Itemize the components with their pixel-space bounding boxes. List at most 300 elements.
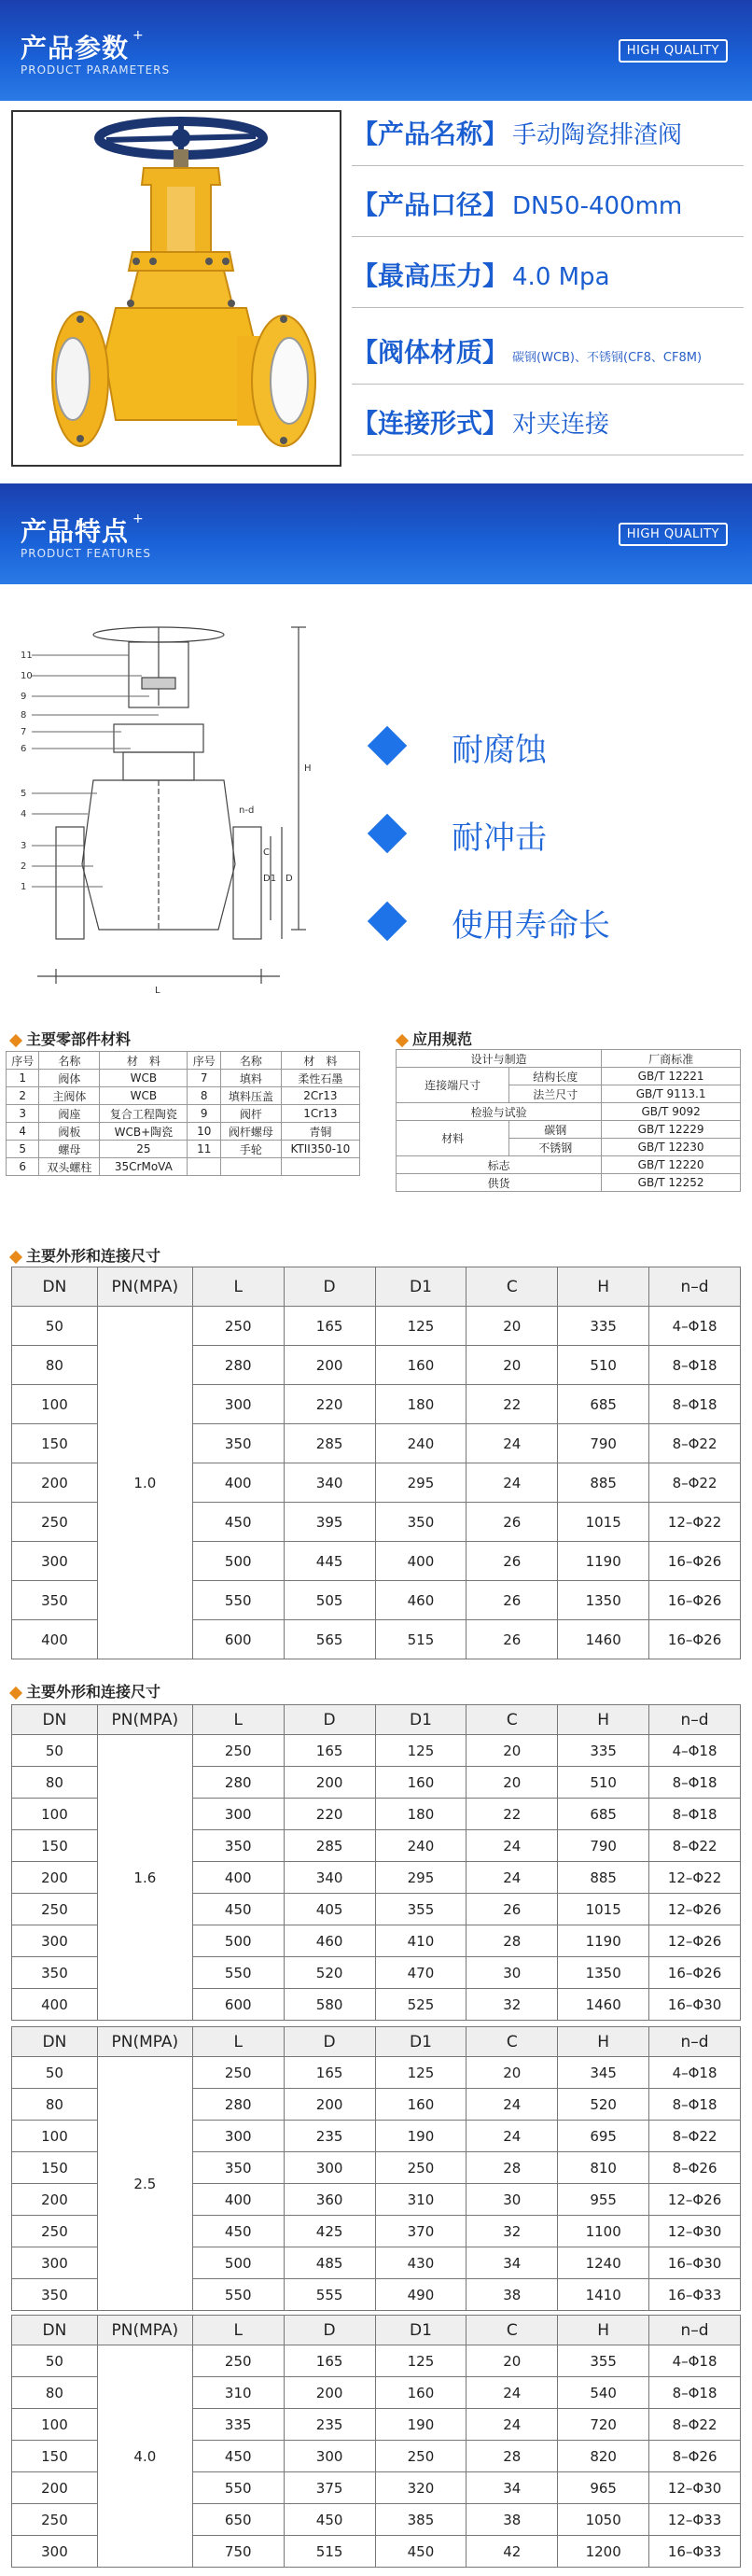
diagram-label-10: 10 bbox=[21, 671, 33, 681]
column-header: C bbox=[467, 1267, 558, 1307]
table-cell: 1240 bbox=[558, 2247, 649, 2279]
table-row: 4 阀板 WCB+陶瓷 10 阀杆螺母 青铜 bbox=[7, 1123, 360, 1141]
table-cell: 790 bbox=[558, 1424, 649, 1463]
table-cell: 515 bbox=[375, 1620, 467, 1659]
diagram-label-c: C bbox=[263, 847, 270, 858]
table-cell: 300 bbox=[192, 1799, 284, 1830]
column-header: H bbox=[558, 1267, 649, 1307]
column-header: n–d bbox=[649, 2316, 741, 2345]
column-header: D1 bbox=[375, 1267, 467, 1307]
column-header: H bbox=[558, 1705, 649, 1735]
pressure-cell: 4.0 bbox=[97, 2345, 192, 2568]
diagram-label-nd: n-d bbox=[239, 805, 255, 816]
table-cell: 450 bbox=[192, 1503, 284, 1542]
table-cell: 34 bbox=[467, 2472, 558, 2504]
valve-photo bbox=[11, 110, 341, 467]
table-cell: 885 bbox=[558, 1463, 649, 1503]
table-cell: 100 bbox=[12, 2121, 98, 2152]
diamond-icon bbox=[368, 902, 407, 941]
column-header: DN bbox=[12, 1705, 98, 1735]
table-cell: 38 bbox=[467, 2279, 558, 2311]
table-cell: 540 bbox=[558, 2377, 649, 2409]
parts-title: 主要零部件材料 bbox=[11, 1028, 131, 1049]
diamond-icon bbox=[368, 814, 407, 853]
table-cell: 310 bbox=[192, 2377, 284, 2409]
table-cell: 280 bbox=[192, 1767, 284, 1799]
table-cell: 300 bbox=[284, 2441, 375, 2472]
table-cell: 20 bbox=[467, 1735, 558, 1767]
table-cell: 485 bbox=[284, 2247, 375, 2279]
table-cell: 16–Φ30 bbox=[649, 2247, 741, 2279]
table-cell: 300 bbox=[12, 2536, 98, 2568]
table-cell: 22 bbox=[467, 1385, 558, 1424]
table-cell: 500 bbox=[192, 2247, 284, 2279]
table-cell: 405 bbox=[284, 1894, 375, 1925]
table-cell: 790 bbox=[558, 1830, 649, 1862]
column-header: DN bbox=[12, 2316, 98, 2345]
table-cell: 26 bbox=[467, 1503, 558, 1542]
table-cell: 165 bbox=[284, 1307, 375, 1346]
table-cell: 80 bbox=[12, 1346, 98, 1385]
table-cell: 340 bbox=[284, 1463, 375, 1503]
table-cell: 520 bbox=[284, 1957, 375, 1989]
table-cell: 160 bbox=[375, 2089, 467, 2121]
table-cell: 400 bbox=[192, 1862, 284, 1894]
table-cell: 250 bbox=[192, 1735, 284, 1767]
diagram-label-2: 2 bbox=[21, 861, 27, 872]
table-cell: 125 bbox=[375, 2057, 467, 2089]
table-cell: 165 bbox=[284, 2345, 375, 2377]
table-cell: 550 bbox=[192, 1957, 284, 1989]
table-cell: 810 bbox=[558, 2152, 649, 2184]
table-cell: 520 bbox=[558, 2089, 649, 2121]
table-cell: 165 bbox=[284, 2057, 375, 2089]
quality-badge: HIGH QUALITY bbox=[619, 523, 728, 546]
table-cell: 125 bbox=[375, 1735, 467, 1767]
table-cell: 100 bbox=[12, 1385, 98, 1424]
table-row: 标志 GB/T 12220 bbox=[397, 1156, 741, 1174]
table-cell: 8–Φ22 bbox=[649, 2409, 741, 2441]
table-cell: 300 bbox=[192, 2121, 284, 2152]
table-cell: 8–Φ18 bbox=[649, 2089, 741, 2121]
table-cell: 600 bbox=[192, 1989, 284, 2021]
table-cell: 12–Φ26 bbox=[649, 1925, 741, 1957]
table-cell: 16–Φ26 bbox=[649, 1542, 741, 1581]
table-cell: 410 bbox=[375, 1925, 467, 1957]
table-cell: 38 bbox=[467, 2504, 558, 2536]
table-cell: 350 bbox=[12, 2279, 98, 2311]
table-cell: 460 bbox=[284, 1925, 375, 1957]
table-cell: 550 bbox=[192, 1581, 284, 1620]
table-cell: 20 bbox=[467, 1767, 558, 1799]
table-cell: 8–Φ22 bbox=[649, 1830, 741, 1862]
spec-body-material: 【阀体材质】 碳钢(WCB)、不锈钢(CF8、CF8M) bbox=[352, 332, 744, 385]
table-row: 5 螺母 25 11 手轮 KTII350-10 bbox=[7, 1141, 360, 1158]
table-cell: 8–Φ22 bbox=[649, 1463, 741, 1503]
table-cell: 8–Φ18 bbox=[649, 1346, 741, 1385]
table-cell: 580 bbox=[284, 1989, 375, 2021]
column-header: DN bbox=[12, 2027, 98, 2057]
table-cell: 280 bbox=[192, 2089, 284, 2121]
dimensions-title-1: 主要外形和连接尺寸 bbox=[11, 1244, 160, 1266]
table-cell: 24 bbox=[467, 2377, 558, 2409]
table-cell: 335 bbox=[558, 1735, 649, 1767]
table-cell: 20 bbox=[467, 1346, 558, 1385]
table-cell: 460 bbox=[375, 1581, 467, 1620]
diagram-label-h: H bbox=[304, 763, 312, 774]
table-cell: 12–Φ22 bbox=[649, 1503, 741, 1542]
table-cell: 450 bbox=[284, 2504, 375, 2536]
table-cell: 8–Φ18 bbox=[649, 2377, 741, 2409]
column-header: C bbox=[467, 2027, 558, 2057]
table-cell: 16–Φ26 bbox=[649, 1581, 741, 1620]
table-cell: 200 bbox=[284, 1346, 375, 1385]
table-cell: 510 bbox=[558, 1767, 649, 1799]
dimensions-title-2: 主要外形和连接尺寸 bbox=[11, 1680, 160, 1701]
table-cell: 510 bbox=[558, 1346, 649, 1385]
table-cell: 430 bbox=[375, 2247, 467, 2279]
column-header: C bbox=[467, 2316, 558, 2345]
column-header: D1 bbox=[375, 2027, 467, 2057]
table-cell: 450 bbox=[192, 1894, 284, 1925]
table-cell: 80 bbox=[12, 1767, 98, 1799]
diamond-icon bbox=[368, 726, 407, 765]
table-header-row bbox=[12, 2027, 741, 2057]
table-cell: 450 bbox=[192, 2441, 284, 2472]
diamond-icon bbox=[9, 1033, 22, 1046]
table-cell: 20 bbox=[467, 2057, 558, 2089]
table-row: 材料 碳钢 GB/T 12229 bbox=[397, 1121, 741, 1139]
table-cell: 295 bbox=[375, 1862, 467, 1894]
table-cell: 695 bbox=[558, 2121, 649, 2152]
parts-table: 序号 名称 材 料 序号 名称 材 料 1 阀体 WCB 7 填料 柔性石墨 2 主阀体 WCB 8 填料压盖 2Cr13 3 阀座 复合工程陶瓷 9 阀杆 1Cr13 4 阀板 WCB+陶瓷 10 阀杆螺母 青铜 5 螺母 25 11 手轮 KTII350-10 6 双头螺柱 35CrMoVA bbox=[6, 1051, 360, 1176]
table-cell: 350 bbox=[375, 1503, 467, 1542]
table-cell: 395 bbox=[284, 1503, 375, 1542]
table-cell: 1410 bbox=[558, 2279, 649, 2311]
table-header-row bbox=[12, 1267, 741, 1307]
table-cell: 32 bbox=[467, 2216, 558, 2247]
table-cell: 180 bbox=[375, 1799, 467, 1830]
table-cell: 685 bbox=[558, 1385, 649, 1424]
table-cell: 28 bbox=[467, 2152, 558, 2184]
table-cell: 350 bbox=[192, 2152, 284, 2184]
table-cell: 4–Φ18 bbox=[649, 2345, 741, 2377]
features-title: 产品特点 + bbox=[21, 511, 145, 547]
dimensions-table-pn40 bbox=[11, 2315, 741, 2568]
column-header: PN(MPA) bbox=[97, 1705, 192, 1735]
table-cell: 28 bbox=[467, 1925, 558, 1957]
table-cell: 8–Φ26 bbox=[649, 2441, 741, 2472]
table-row bbox=[12, 2057, 741, 2089]
table-cell: 750 bbox=[192, 2536, 284, 2568]
table-row bbox=[12, 1735, 741, 1767]
table-cell: 425 bbox=[284, 2216, 375, 2247]
table-cell: 240 bbox=[375, 1830, 467, 1862]
table-cell: 470 bbox=[375, 1957, 467, 1989]
table-cell: 250 bbox=[12, 2216, 98, 2247]
table-cell: 295 bbox=[375, 1463, 467, 1503]
table-cell: 450 bbox=[375, 2536, 467, 2568]
table-row: 供货 GB/T 12252 bbox=[397, 1174, 741, 1192]
table-cell: 24 bbox=[467, 1830, 558, 1862]
column-header: n–d bbox=[649, 1267, 741, 1307]
table-cell: 400 bbox=[12, 1989, 98, 2021]
table-header-row bbox=[12, 1705, 741, 1735]
table-row: 检验与试验 GB/T 9092 bbox=[397, 1103, 741, 1121]
table-cell: 16–Φ30 bbox=[649, 1989, 741, 2021]
diagram-label-7: 7 bbox=[21, 727, 27, 737]
table-cell: 525 bbox=[375, 1989, 467, 2021]
table-cell: 30 bbox=[467, 2184, 558, 2216]
table-cell: 955 bbox=[558, 2184, 649, 2216]
table-cell: 42 bbox=[467, 2536, 558, 2568]
features-section: 11 10 9 8 7 6 5 4 3 2 1 H n-d D1 D C L 耐腐蚀 耐冲击 使用寿命长 bbox=[0, 584, 752, 1068]
table-cell: 16–Φ33 bbox=[649, 2536, 741, 2568]
pressure-cell: 1.0 bbox=[97, 1307, 192, 1659]
diagram-label-5: 5 bbox=[21, 789, 27, 799]
table-cell: 250 bbox=[12, 2504, 98, 2536]
diagram-label-11: 11 bbox=[21, 651, 33, 661]
table-cell: 650 bbox=[192, 2504, 284, 2536]
column-header: D1 bbox=[375, 1705, 467, 1735]
table-cell: 250 bbox=[192, 1307, 284, 1346]
table-cell: 24 bbox=[467, 1424, 558, 1463]
table-cell: 32 bbox=[467, 1989, 558, 2021]
table-cell: 12–Φ22 bbox=[649, 1862, 741, 1894]
table-cell: 1190 bbox=[558, 1925, 649, 1957]
table-cell: 350 bbox=[12, 1957, 98, 1989]
table-cell: 16–Φ26 bbox=[649, 1957, 741, 1989]
table-cell: 1200 bbox=[558, 2536, 649, 2568]
column-header: D bbox=[284, 2316, 375, 2345]
table-cell: 360 bbox=[284, 2184, 375, 2216]
table-cell: 150 bbox=[12, 1830, 98, 1862]
table-cell: 16–Φ33 bbox=[649, 2279, 741, 2311]
table-cell: 165 bbox=[284, 1735, 375, 1767]
table-cell: 12–Φ30 bbox=[649, 2472, 741, 2504]
table-cell: 320 bbox=[375, 2472, 467, 2504]
standards-title: 应用规范 bbox=[397, 1028, 472, 1049]
table-cell: 4–Φ18 bbox=[649, 2057, 741, 2089]
table-cell: 24 bbox=[467, 2089, 558, 2121]
column-header: D bbox=[284, 1267, 375, 1307]
table-cell: 685 bbox=[558, 1799, 649, 1830]
table-cell: 1050 bbox=[558, 2504, 649, 2536]
column-header: C bbox=[467, 1705, 558, 1735]
table-cell: 200 bbox=[12, 2184, 98, 2216]
pressure-cell: 2.5 bbox=[97, 2057, 192, 2311]
table-cell: 400 bbox=[192, 2184, 284, 2216]
table-cell: 335 bbox=[192, 2409, 284, 2441]
table-cell: 200 bbox=[284, 1767, 375, 1799]
table-row: 法兰尺寸 GB/T 9113.1 bbox=[397, 1085, 741, 1103]
table-cell: 285 bbox=[284, 1830, 375, 1862]
table-cell: 350 bbox=[12, 1581, 98, 1620]
table-cell: 24 bbox=[467, 1862, 558, 1894]
table-cell: 200 bbox=[284, 2377, 375, 2409]
table-cell: 235 bbox=[284, 2409, 375, 2441]
table-cell: 550 bbox=[192, 2279, 284, 2311]
table-cell: 50 bbox=[12, 1735, 98, 1767]
table-cell: 22 bbox=[467, 1799, 558, 1830]
table-cell: 8–Φ22 bbox=[649, 2121, 741, 2152]
dimensions-table-pn16 bbox=[11, 1704, 741, 2021]
dimensions-table-pn10 bbox=[11, 1267, 741, 1659]
column-header: n–d bbox=[649, 2027, 741, 2057]
table-cell: 720 bbox=[558, 2409, 649, 2441]
table-cell: 8–Φ26 bbox=[649, 2152, 741, 2184]
table-cell: 125 bbox=[375, 2345, 467, 2377]
diagram-label-1: 1 bbox=[21, 882, 27, 892]
table-cell: 280 bbox=[192, 1346, 284, 1385]
table-cell: 235 bbox=[284, 2121, 375, 2152]
diagram-label-l: L bbox=[155, 986, 160, 996]
column-header: L bbox=[192, 1267, 284, 1307]
table-row bbox=[12, 2345, 741, 2377]
table-cell: 100 bbox=[12, 1799, 98, 1830]
table-cell: 515 bbox=[284, 2536, 375, 2568]
table-cell: 335 bbox=[558, 1307, 649, 1346]
table-cell: 555 bbox=[284, 2279, 375, 2311]
table-cell: 1190 bbox=[558, 1542, 649, 1581]
column-header: L bbox=[192, 2027, 284, 2057]
table-cell: 200 bbox=[284, 2089, 375, 2121]
table-cell: 965 bbox=[558, 2472, 649, 2504]
table-cell: 375 bbox=[284, 2472, 375, 2504]
table-cell: 160 bbox=[375, 2377, 467, 2409]
table-cell: 250 bbox=[12, 1894, 98, 1925]
table-cell: 250 bbox=[375, 2441, 467, 2472]
table-cell: 30 bbox=[467, 1957, 558, 1989]
column-header: L bbox=[192, 2316, 284, 2345]
table-cell: 1100 bbox=[558, 2216, 649, 2247]
table-cell: 400 bbox=[12, 1620, 98, 1659]
column-header: PN(MPA) bbox=[97, 1267, 192, 1307]
table-cell: 24 bbox=[467, 2409, 558, 2441]
table-row: 连接端尺寸 结构长度 GB/T 12221 bbox=[397, 1068, 741, 1085]
column-header: L bbox=[192, 1705, 284, 1735]
diamond-icon bbox=[396, 1033, 409, 1046]
table-cell: 565 bbox=[284, 1620, 375, 1659]
table-cell: 150 bbox=[12, 2441, 98, 2472]
table-cell: 550 bbox=[192, 2472, 284, 2504]
table-cell: 285 bbox=[284, 1424, 375, 1463]
diagram-label-8: 8 bbox=[21, 710, 27, 721]
table-cell: 350 bbox=[192, 1424, 284, 1463]
table-cell: 20 bbox=[467, 1307, 558, 1346]
column-header: H bbox=[558, 2316, 649, 2345]
column-header: D1 bbox=[375, 2316, 467, 2345]
diagram-label-4: 4 bbox=[21, 809, 27, 819]
table-cell: 20 bbox=[467, 2345, 558, 2377]
table-cell: 240 bbox=[375, 1424, 467, 1463]
table-cell: 150 bbox=[12, 1424, 98, 1463]
table-cell: 180 bbox=[375, 1385, 467, 1424]
table-cell: 400 bbox=[375, 1542, 467, 1581]
valve-cross-section-diagram bbox=[19, 622, 355, 1014]
table-cell: 26 bbox=[467, 1542, 558, 1581]
column-header: D bbox=[284, 1705, 375, 1735]
params-banner bbox=[0, 0, 752, 101]
table-cell: 4–Φ18 bbox=[649, 1735, 741, 1767]
table-cell: 160 bbox=[375, 1346, 467, 1385]
column-header: n–d bbox=[649, 1705, 741, 1735]
spec-connection: 【连接形式】 对夹连接 bbox=[352, 403, 744, 455]
table-row: 3 阀座 复合工程陶瓷 9 阀杆 1Cr13 bbox=[7, 1105, 360, 1123]
column-header: H bbox=[558, 2027, 649, 2057]
table-cell: 26 bbox=[467, 1581, 558, 1620]
table-cell: 220 bbox=[284, 1385, 375, 1424]
table-cell: 340 bbox=[284, 1862, 375, 1894]
table-cell: 490 bbox=[375, 2279, 467, 2311]
table-row: 6 双头螺柱 35CrMoVA bbox=[7, 1158, 360, 1176]
dimensions-table-pn25 bbox=[11, 2026, 741, 2311]
table-cell: 500 bbox=[192, 1925, 284, 1957]
table-cell: 16–Φ26 bbox=[649, 1620, 741, 1659]
table-cell: 385 bbox=[375, 2504, 467, 2536]
features-subtitle: PRODUCT FEATURES bbox=[21, 547, 151, 560]
table-cell: 50 bbox=[12, 2057, 98, 2089]
table-cell: 1460 bbox=[558, 1989, 649, 2021]
table-cell: 12–Φ26 bbox=[649, 2184, 741, 2216]
table-cell: 26 bbox=[467, 1620, 558, 1659]
table-cell: 80 bbox=[12, 2089, 98, 2121]
table-cell: 505 bbox=[284, 1581, 375, 1620]
features-banner bbox=[0, 483, 752, 584]
table-cell: 600 bbox=[192, 1620, 284, 1659]
table-cell: 12–Φ26 bbox=[649, 1894, 741, 1925]
table-cell: 12–Φ30 bbox=[649, 2216, 741, 2247]
table-cell: 500 bbox=[192, 1542, 284, 1581]
table-cell: 355 bbox=[558, 2345, 649, 2377]
column-header: DN bbox=[12, 1267, 98, 1307]
column-header: D bbox=[284, 2027, 375, 2057]
table-cell: 300 bbox=[284, 2152, 375, 2184]
table-cell: 250 bbox=[192, 2345, 284, 2377]
table-cell: 300 bbox=[12, 2247, 98, 2279]
table-cell: 8–Φ22 bbox=[649, 1424, 741, 1463]
table-cell: 8–Φ18 bbox=[649, 1767, 741, 1799]
table-cell: 24 bbox=[467, 1463, 558, 1503]
table-cell: 1460 bbox=[558, 1620, 649, 1659]
product-params-section bbox=[0, 101, 752, 483]
table-cell: 4–Φ18 bbox=[649, 1307, 741, 1346]
column-header: PN(MPA) bbox=[97, 2027, 192, 2057]
table-cell: 1015 bbox=[558, 1894, 649, 1925]
table-cell: 345 bbox=[558, 2057, 649, 2089]
table-cell: 200 bbox=[12, 1463, 98, 1503]
table-cell: 350 bbox=[192, 1830, 284, 1862]
table-cell: 885 bbox=[558, 1862, 649, 1894]
table-cell: 300 bbox=[12, 1925, 98, 1957]
quality-badge: HIGH QUALITY bbox=[619, 39, 728, 63]
diamond-icon bbox=[9, 1250, 22, 1263]
standards-table: 设计与制造 厂商标准 连接端尺寸 结构长度 GB/T 12221 法兰尺寸 GB/T 9113.1 检验与试验 GB/T 9092 材料 碳钢 GB/T 12229 不锈钢 GB/T 12230 标志 GB/T 12220 供货 GB/T 12252 bbox=[396, 1049, 741, 1192]
table-row: 1 阀体 WCB 7 填料 柔性石墨 bbox=[7, 1070, 360, 1087]
table-cell: 355 bbox=[375, 1894, 467, 1925]
table-cell: 8–Φ18 bbox=[649, 1799, 741, 1830]
column-header: PN(MPA) bbox=[97, 2316, 192, 2345]
table-cell: 50 bbox=[12, 1307, 98, 1346]
table-header-row bbox=[12, 2316, 741, 2345]
table-cell: 12–Φ33 bbox=[649, 2504, 741, 2536]
table-cell: 250 bbox=[12, 1503, 98, 1542]
spec-max-pressure: 【最高压力】 4.0 Mpa bbox=[352, 256, 744, 308]
table-cell: 190 bbox=[375, 2409, 467, 2441]
diagram-label-3: 3 bbox=[21, 841, 27, 851]
table-cell: 150 bbox=[12, 2152, 98, 2184]
diamond-icon bbox=[9, 1686, 22, 1699]
